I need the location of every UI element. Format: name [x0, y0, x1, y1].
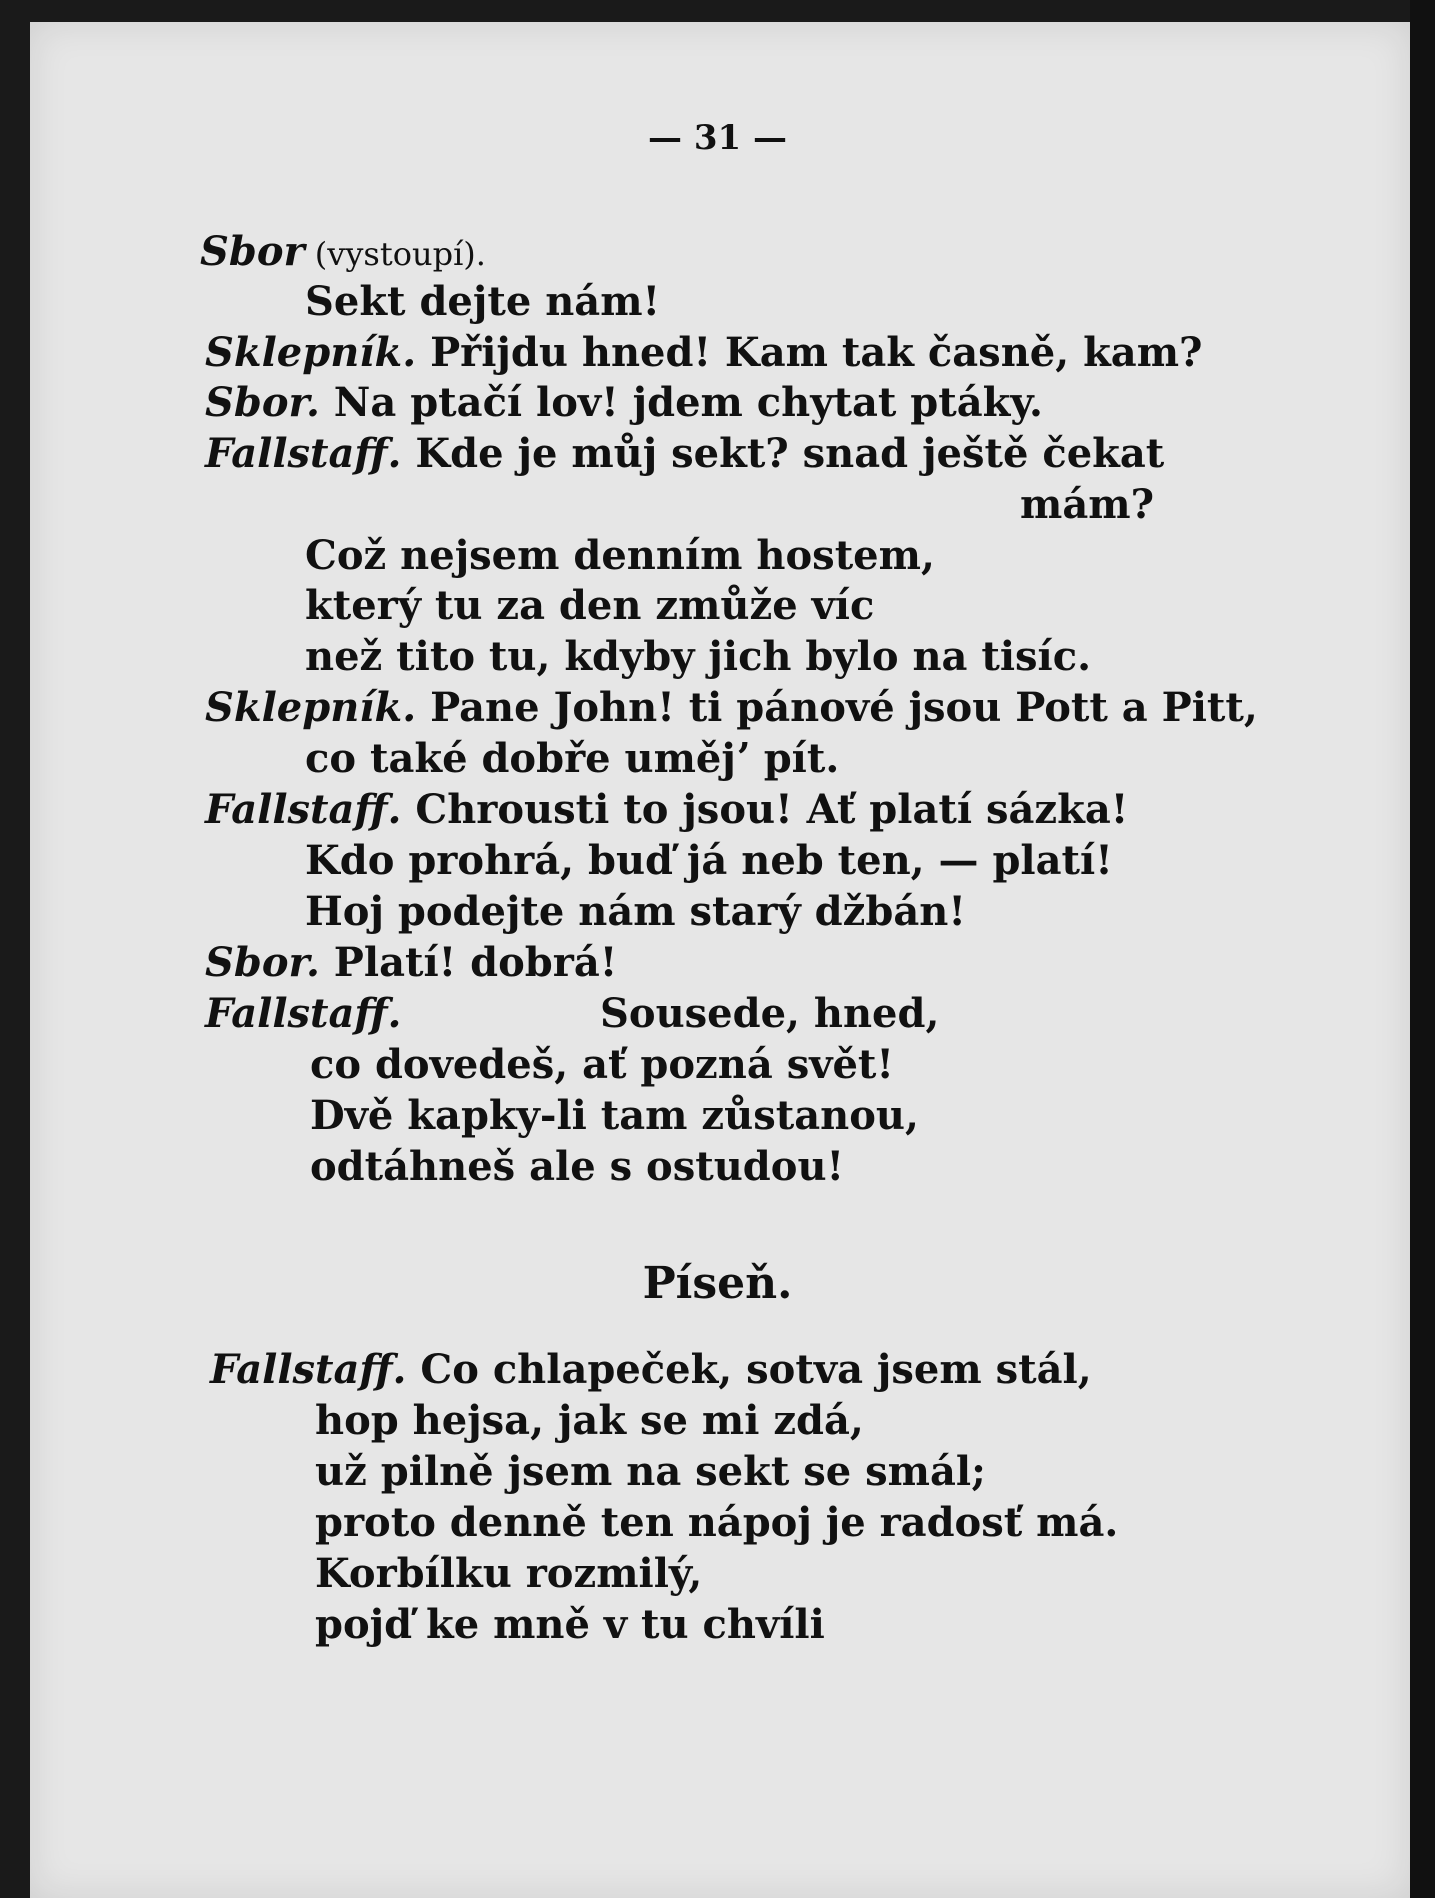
text-line: [205, 329, 1203, 376]
line-text: Kdo prohrá, buď já neb ten, — platí!: [305, 837, 1113, 884]
text-line: [305, 735, 840, 782]
speaker-label: Fallstaff.: [205, 786, 402, 833]
line-text: co dovedeš, ať pozná svět!: [310, 1041, 894, 1088]
line-text: Na ptačí lov! jdem chytat ptáky.: [319, 379, 1043, 426]
text-line: [315, 1499, 1119, 1546]
line-text: Co chlapeček, sotva jsem stál,: [406, 1346, 1092, 1393]
text-line: [205, 786, 1129, 833]
text-line: [205, 684, 1258, 731]
speaker-label: Fallstaff.: [205, 430, 402, 477]
text-line: [205, 939, 618, 986]
text-line: [310, 1092, 919, 1139]
text-line: [315, 1448, 986, 1495]
line-text: Korbílku rozmilý,: [315, 1550, 703, 1597]
text-line: [305, 278, 661, 325]
line-text: Sekt dejte nám!: [305, 278, 661, 325]
line-text: Kde je můj sekt? snad ještě čekat: [401, 430, 1165, 477]
line-text: Což nejsem denním hostem,: [305, 532, 935, 579]
text-line: [305, 633, 1092, 680]
line-text: pojď ke mně v tu chvíli: [315, 1601, 825, 1648]
text-line: [305, 888, 966, 935]
line-text: Přijdu hned! Kam tak časně, kam?: [416, 329, 1203, 376]
text-line: [315, 1397, 864, 1444]
text-line: [315, 1601, 825, 1648]
text-line: [305, 582, 875, 629]
line-text: Pane John! ti pánové jsou Pott a Pitt,: [416, 684, 1258, 731]
speaker-label: Sklepník.: [205, 329, 417, 376]
text-line: [205, 990, 402, 1037]
line-text: mám?: [1020, 481, 1155, 528]
line-text: proto denně ten nápoj je radosť má.: [315, 1499, 1119, 1546]
text-line: [1020, 481, 1155, 528]
text-line: [600, 990, 940, 1037]
text-line: [200, 228, 486, 275]
line-text: hop hejsa, jak se mi zdá,: [315, 1397, 864, 1444]
speaker-label: Sbor.: [205, 379, 320, 426]
text-line: [315, 1550, 703, 1597]
line-text: který tu za den zmůže víc: [305, 582, 875, 629]
section-heading: Píseň.: [642, 1258, 793, 1309]
speaker-label: Fallstaff.: [205, 990, 402, 1037]
text-line: [205, 430, 1165, 477]
speaker-label: Sbor.: [205, 939, 320, 986]
speaker-label: Sbor: [200, 228, 305, 275]
line-text: Dvě kapky-li tam zůstanou,: [310, 1092, 919, 1139]
line-text: (vystoupí).: [304, 235, 486, 273]
line-text: co také dobře umějʼ pít.: [305, 735, 840, 782]
text-line: [305, 837, 1113, 884]
speaker-label: Fallstaff.: [210, 1346, 407, 1393]
text-line: [310, 1143, 845, 1190]
line-text: Chrousti to jsou! Ať platí sázka!: [401, 786, 1129, 833]
page-edge-shadow: [1410, 0, 1435, 1898]
page-number: — 31 —: [648, 118, 787, 158]
text-line: [305, 532, 935, 579]
line-text: už pilně jsem na sekt se smál;: [315, 1448, 986, 1495]
line-text: Hoj podejte nám starý džbán!: [305, 888, 966, 935]
text-line: [210, 1346, 1092, 1393]
line-text: než tito tu, kdyby jich bylo na tisíc.: [305, 633, 1092, 680]
speaker-label: Sklepník.: [205, 684, 417, 731]
text-line: [310, 1041, 894, 1088]
line-text: odtáhneš ale s ostudou!: [310, 1143, 845, 1190]
line-text: Sousede, hned,: [600, 990, 940, 1037]
line-text: Platí! dobrá!: [319, 939, 618, 986]
text-line: [205, 379, 1043, 426]
